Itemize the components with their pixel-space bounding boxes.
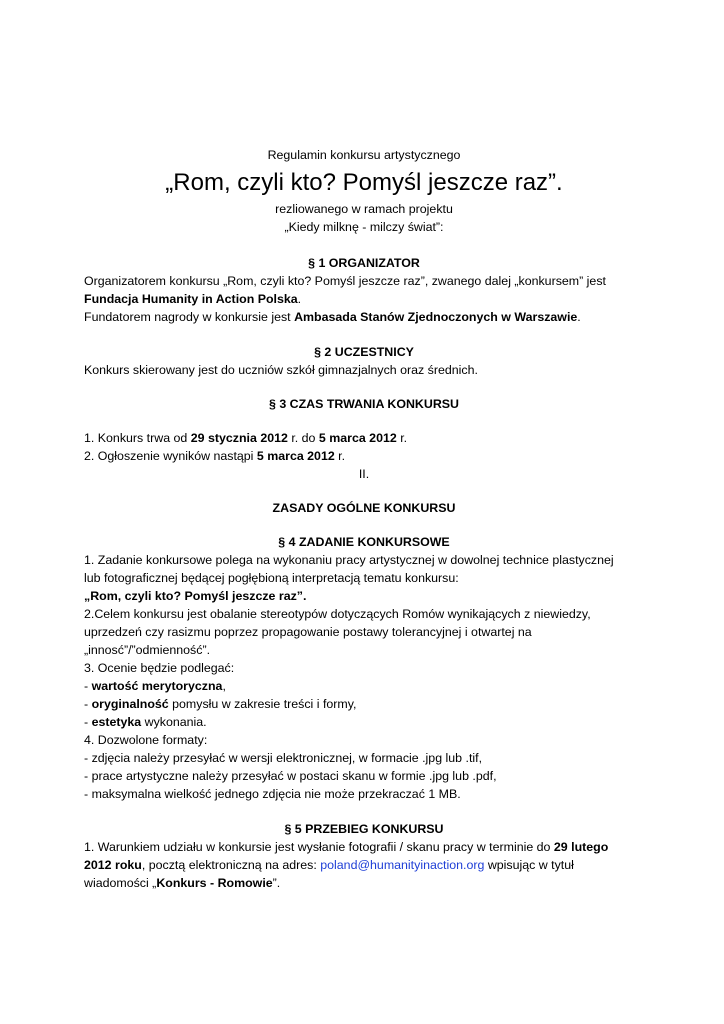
document-page — [84, 146, 644, 892]
section-5-line-3: wiadomości „Konkurs - Romowie”. — [84, 876, 281, 890]
email-link[interactable]: poland@humanityinaction.org — [320, 858, 485, 872]
section-4-line-2: lub fotograficznej będącej pogłębioną interpretacją tematu konkursu: — [84, 571, 459, 585]
criterion-aesthetics: - estetyka wykonania. — [84, 715, 207, 729]
section-1-line-3: Fundatorem nagrody w konkursie jest Ambasada Stanów Zjednoczonych w Warszawie. — [84, 310, 581, 324]
format-photos: - zdjęcia należy przesyłać w wersji elektronicznej, w formacie .jpg lub .tif, — [84, 751, 483, 765]
section-4-line-4: 2.Celem konkursu jest obalanie stereotypów dotyczących Romów wynikających z niewiedzy, — [84, 607, 591, 621]
section-4-line-11: 4. Dozwolone formaty: — [84, 733, 208, 747]
section-5-line-2: 2012 roku, pocztą elektroniczną na adres: poland@humanityinaction.org wpisując w tytuł — [84, 858, 574, 872]
section-2-line-1: Konkurs skierowany jest do uczniów szkół gimnazjalnych oraz średnich. — [84, 363, 478, 377]
general-rules-heading: ZASADY OGÓLNE KONKURSU — [272, 501, 456, 515]
chapter-number: II. — [358, 467, 370, 481]
criterion-merit: - wartość merytoryczna, — [84, 679, 226, 693]
project-intro: rezliowanego w ramach projektu — [275, 202, 453, 216]
section-3-item-1: 1. Konkurs trwa od 29 stycznia 2012 r. do 5 marca 2012 r. — [84, 431, 408, 445]
section-5-heading: § 5 PRZEBIEG KONKURSU — [284, 822, 444, 836]
document-title: „Rom, czyli kto? Pomyśl jeszcze raz”. — [165, 169, 563, 196]
section-4-line-1: 1. Zadanie konkursowe polega na wykonaniu pracy artystycznej w dowolnej technice plastycznej — [84, 553, 614, 567]
section-4-line-6: „innosć”/”odmienność”. — [84, 643, 211, 657]
format-max-size: - maksymalna wielkość jednego zdjęcia nie może przekraczać 1 MB. — [84, 787, 461, 801]
format-artworks: - prace artystyczne należy przesyłać w postaci skanu w formie .jpg lub .pdf, — [84, 769, 497, 783]
section-4-heading: § 4 ZADANIE KONKURSOWE — [278, 535, 450, 549]
section-3-heading: § 3 CZAS TRWANIA KONKURSU — [268, 397, 459, 411]
section-4-line-3: „Rom, czyli kto? Pomyśl jeszcze raz”. — [84, 589, 307, 603]
section-1-line-2: Fundacja Humanity in Action Polska. — [84, 292, 302, 306]
project-name: „Kiedy milknę - milczy świat”: — [284, 220, 444, 234]
document-subtitle: Regulamin konkursu artystycznego — [267, 148, 461, 162]
criterion-originality: - oryginalność pomysłu w zakresie treści i formy, — [84, 697, 357, 711]
section-2-heading: § 2 UCZESTNICY — [314, 345, 414, 359]
section-1-line-1: Organizatorem konkursu „Rom, czyli kto? Pomyśl jeszcze raz”, zwanego dalej „konkursem” jest — [84, 274, 606, 288]
sponsor-name: Ambasada Stanów Zjednoczonych w Warszawie — [294, 310, 578, 324]
organizer-name: Fundacja Humanity in Action Polska — [84, 292, 298, 306]
section-4-line-5: uprzedzeń czy rasizmu poprzez propagowanie postawy tolerancyjnej i otwartej na — [84, 625, 532, 639]
section-3-item-2: 2. Ogłoszenie wyników nastąpi 5 marca 2012 r. — [84, 449, 346, 463]
section-1-heading: § 1 ORGANIZATOR — [308, 256, 420, 270]
section-4-line-7: 3. Ocenie będzie podlegać: — [84, 661, 235, 675]
section-5-line-1: 1. Warunkiem udziału w konkursie jest wysłanie fotografii / skanu pracy w terminie do 29 lutego — [84, 840, 609, 854]
